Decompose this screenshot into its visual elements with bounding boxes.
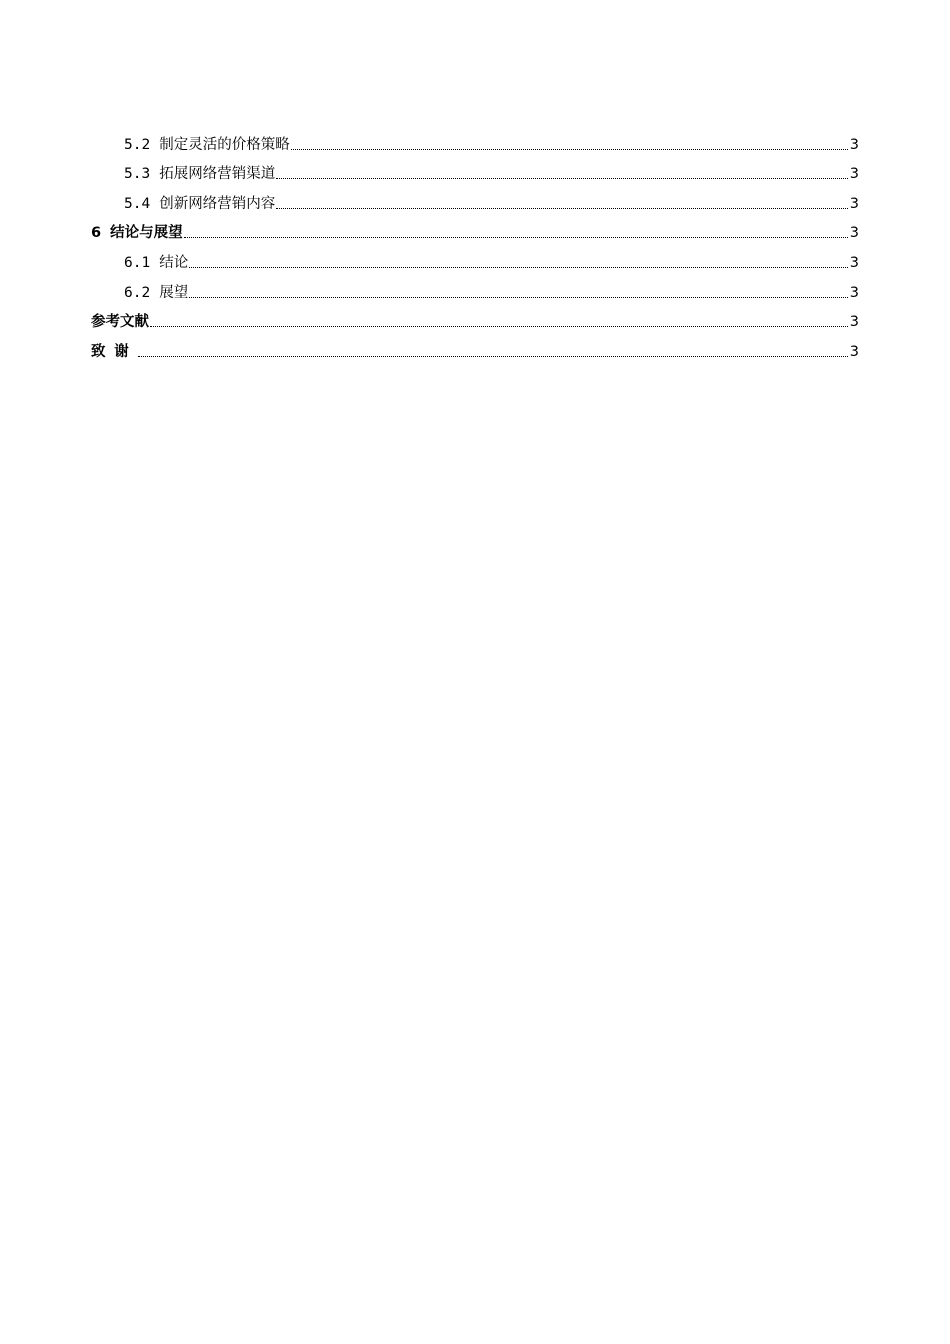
toc-entry-title: 展望 xyxy=(159,284,189,301)
toc-entry-page: 3 xyxy=(849,225,859,242)
toc-dot-leader xyxy=(276,178,848,179)
toc-dot-leader xyxy=(189,297,848,298)
toc-entry-page: 3 xyxy=(849,314,859,331)
toc-entry-page: 3 xyxy=(849,166,859,183)
toc-entry-title: 拓展网络营销渠道 xyxy=(159,166,276,183)
toc-entry-number: 6 xyxy=(91,225,102,242)
toc-entry-page: 3 xyxy=(849,136,859,153)
toc-entry-title: 制定灵活的价格策略 xyxy=(159,136,290,153)
toc-entry-title: 创新网络营销内容 xyxy=(159,195,276,212)
toc-entry-title: 参考文献 xyxy=(91,314,149,331)
toc-entry-acknowledgements[interactable] xyxy=(91,331,859,361)
toc-dot-leader xyxy=(150,326,848,327)
toc-dot-leader xyxy=(291,149,848,150)
toc-entry-6[interactable] xyxy=(91,213,859,243)
toc-dot-leader xyxy=(189,267,848,268)
toc-entry-title: 结论与展望 xyxy=(110,225,183,242)
toc-entry-page: 3 xyxy=(849,254,859,271)
toc-entry-page: 3 xyxy=(849,284,859,301)
toc-entry-number: 5.3 xyxy=(124,166,151,183)
toc-dot-leader xyxy=(138,356,847,357)
table-of-contents xyxy=(91,124,859,361)
toc-entry-number: 5.2 xyxy=(124,136,151,153)
toc-entry-title: 致谢 xyxy=(91,343,138,360)
toc-entry-page: 3 xyxy=(849,195,859,212)
toc-entry-references[interactable] xyxy=(91,302,859,332)
toc-entry-5-4[interactable] xyxy=(91,183,859,213)
toc-entry-5-3[interactable] xyxy=(91,154,859,184)
toc-entry-number: 5.4 xyxy=(124,195,151,212)
toc-entry-5-2[interactable] xyxy=(91,124,859,154)
toc-entry-number: 6.1 xyxy=(124,254,151,271)
toc-entry-6-1[interactable] xyxy=(91,242,859,272)
toc-entry-title: 结论 xyxy=(159,254,189,271)
toc-entry-6-2[interactable] xyxy=(91,272,859,302)
toc-entry-page: 3 xyxy=(849,343,859,360)
toc-dot-leader xyxy=(184,237,848,238)
toc-entry-number: 6.2 xyxy=(124,284,151,301)
toc-dot-leader xyxy=(276,208,848,209)
